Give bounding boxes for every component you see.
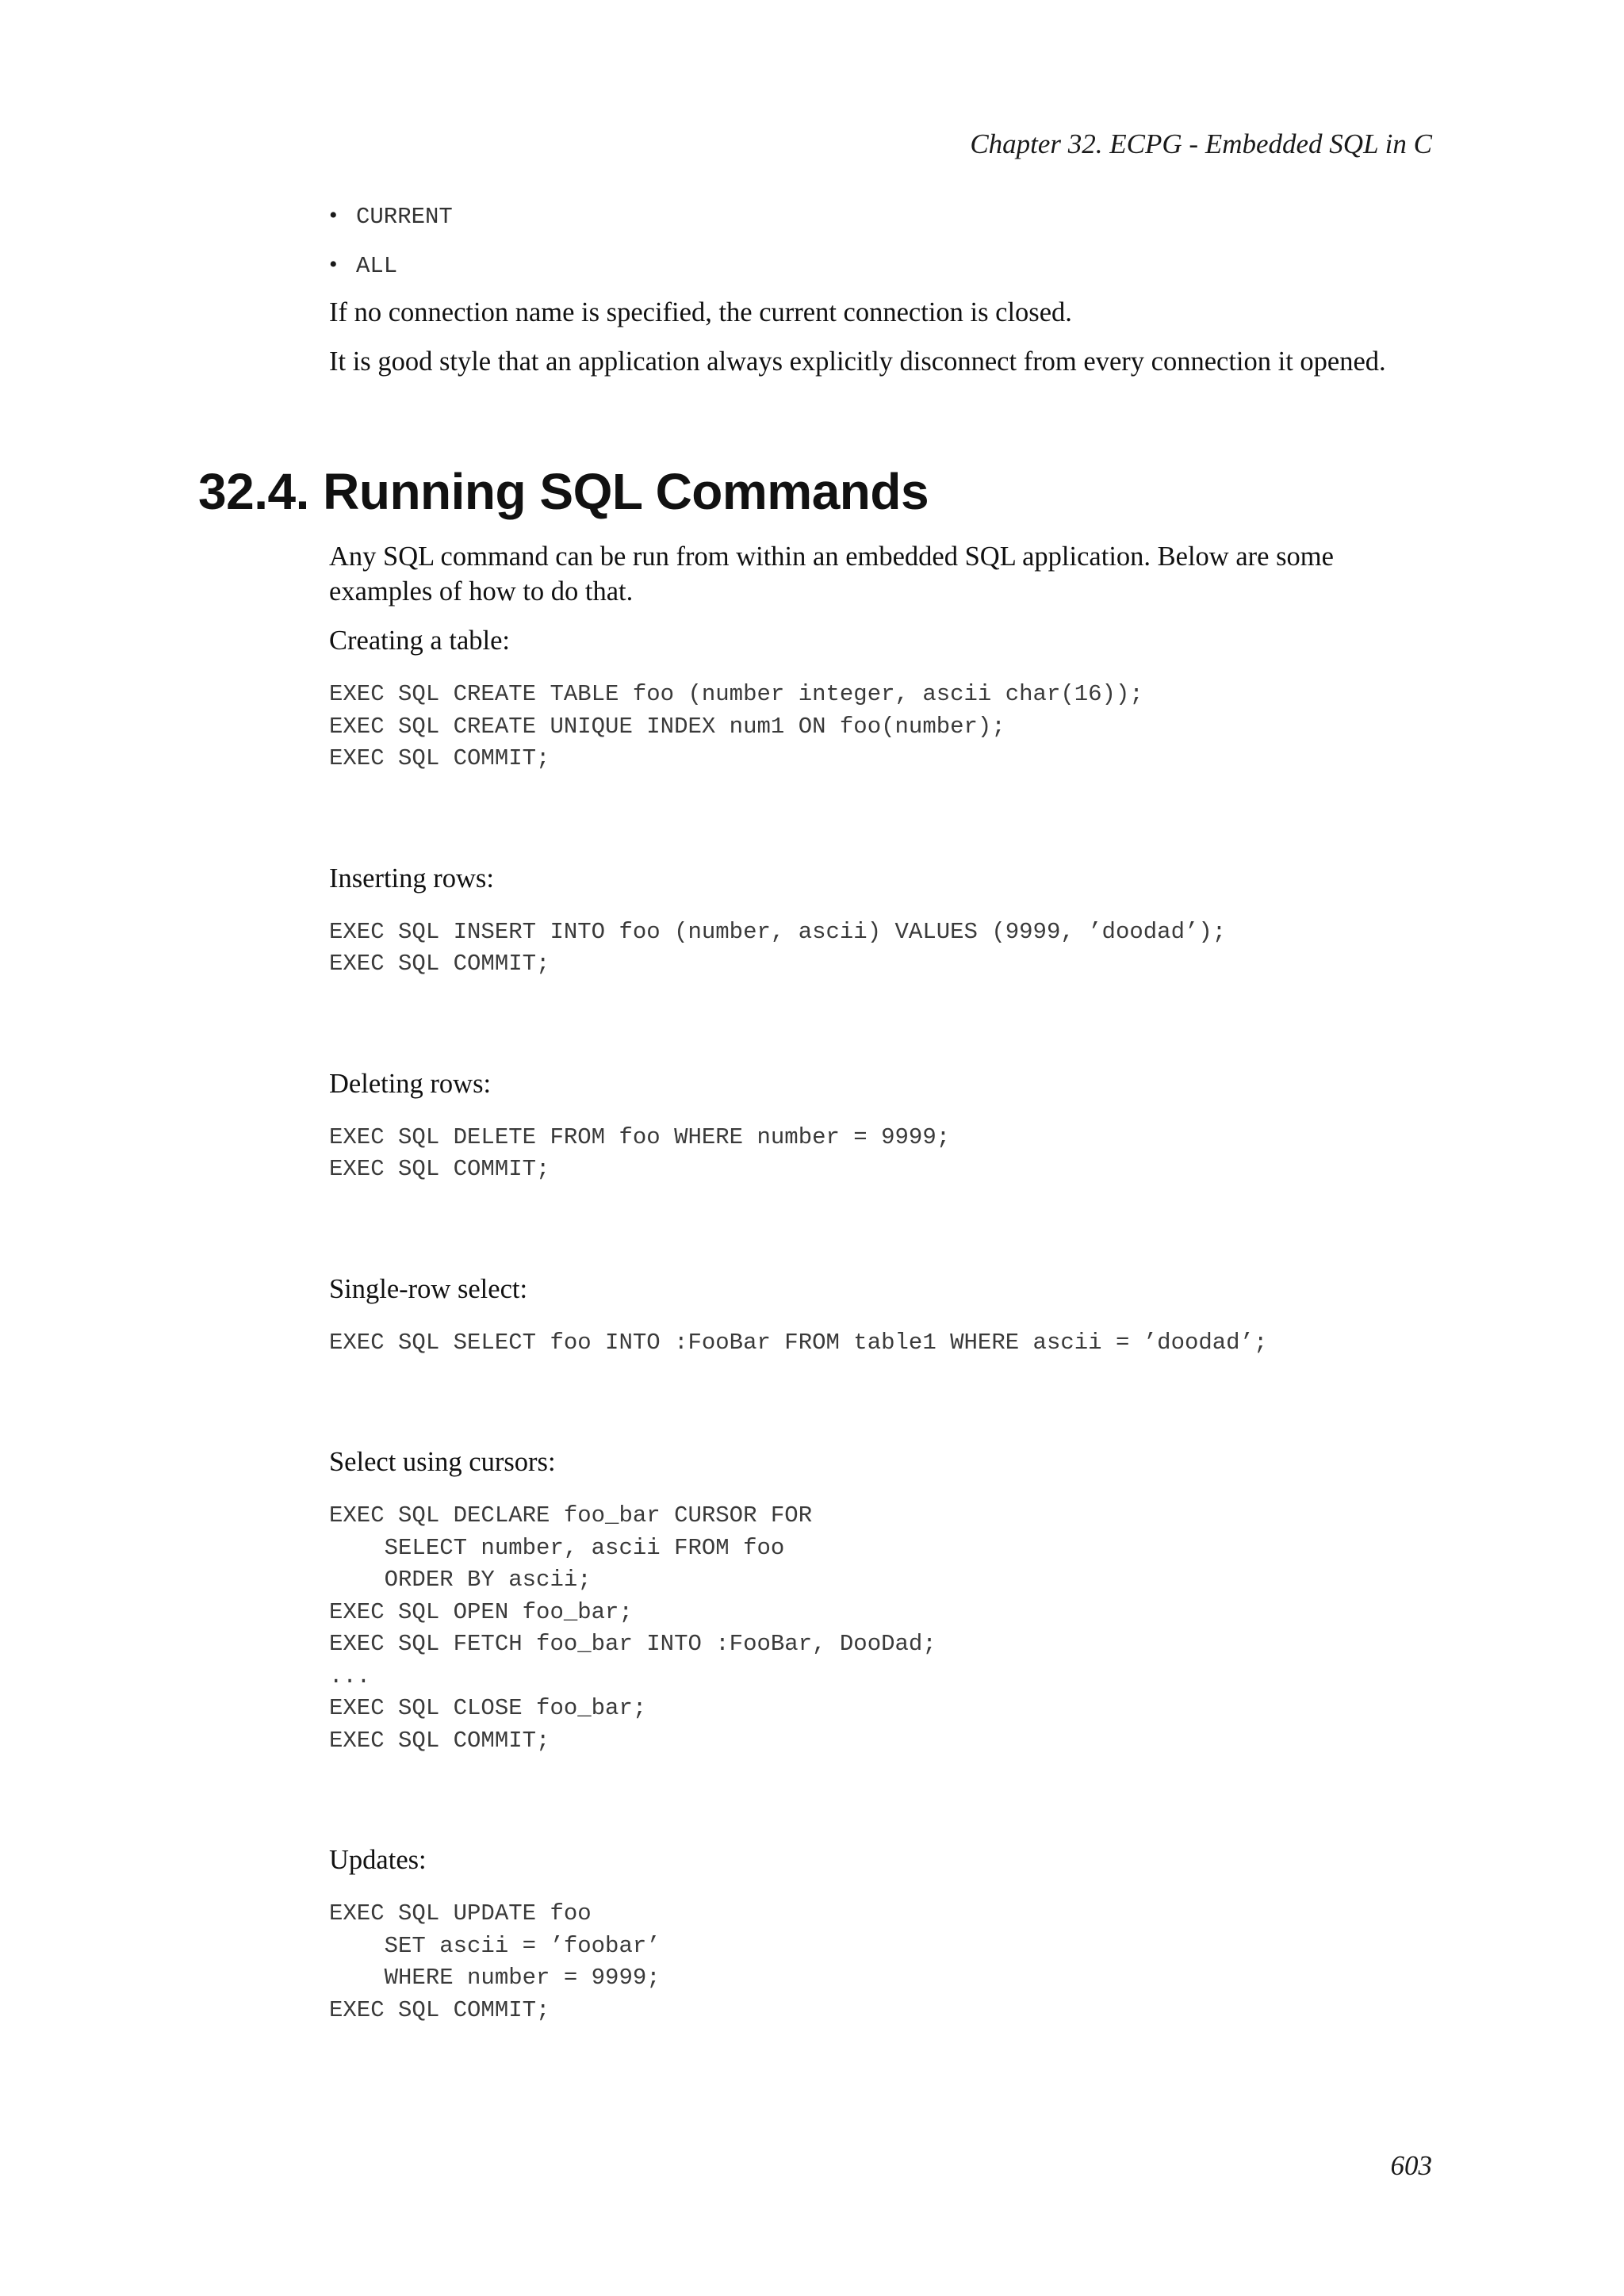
- example-label: Single-row select:: [329, 1273, 528, 1304]
- list-item: [329, 246, 1439, 295]
- code-block: EXEC SQL INSERT INTO foo (number, ascii) VALUES (9999, ’doodad’); EXEC SQL COMMIT;: [329, 918, 1227, 977]
- code-block: EXEC SQL DELETE FROM foo WHERE number = 9999; EXEC SQL COMMIT;: [329, 1123, 951, 1182]
- connection-options-list: [329, 197, 1439, 295]
- example-label: Updates:: [329, 1845, 427, 1875]
- example-updates: [329, 1843, 1439, 2026]
- example-insert-rows: [329, 861, 1439, 981]
- code-block: EXEC SQL DECLARE foo_bar CURSOR FOR SELECT number, ascii FROM foo ORDER BY ascii; EXEC SQL OPEN foo_bar; EXEC SQL FETCH foo_bar INTO :FooBar, DooDad; ... EXEC SQL CLOSE foo_bar; EXEC SQL COMMIT;: [329, 1502, 936, 1754]
- example-label: Select using cursors:: [329, 1447, 556, 1477]
- bullet-icon: •: [329, 202, 338, 228]
- paragraph: If no connection name is specified, the current connection is closed.: [329, 297, 1072, 327]
- code-block: EXEC SQL UPDATE foo SET ascii = ’foobar’ WHERE number = 9999; EXEC SQL COMMIT;: [329, 1900, 661, 2023]
- code-block: EXEC SQL SELECT foo INTO :FooBar FROM table1 WHERE ascii = ’doodad’;: [329, 1329, 1268, 1356]
- example-delete-rows: [329, 1066, 1439, 1186]
- code-block: EXEC SQL CREATE TABLE foo (number integer, ascii char(16)); EXEC SQL CREATE UNIQUE INDEX num1 ON foo(number); EXEC SQL COMMIT;: [329, 681, 1143, 771]
- list-item: [329, 197, 1439, 246]
- paragraph: It is good style that an application always explicitly disconnect from every connection it opened.: [329, 346, 1386, 377]
- example-label: Deleting rows:: [329, 1068, 492, 1099]
- running-header: Chapter 32. ECPG - Embedded SQL in C: [970, 128, 1432, 159]
- page-number: 603: [1390, 2150, 1432, 2181]
- bullet-text: CURRENT: [356, 204, 453, 230]
- example-label: Creating a table:: [329, 626, 510, 656]
- intro-block: [329, 197, 1439, 393]
- bullet-text: ALL: [356, 253, 398, 279]
- section-body: [329, 539, 1439, 2026]
- example-select-cursors: [329, 1445, 1439, 1757]
- section-title: 32.4. Running SQL Commands: [198, 463, 929, 520]
- example-single-row-select: [329, 1272, 1439, 1360]
- section-intro: Any SQL command can be run from within an embedded SQL application. Below are some examples of how to do that.: [329, 541, 1334, 607]
- bullet-icon: •: [329, 251, 338, 277]
- example-label: Inserting rows:: [329, 863, 494, 894]
- example-create-table: [329, 623, 1439, 775]
